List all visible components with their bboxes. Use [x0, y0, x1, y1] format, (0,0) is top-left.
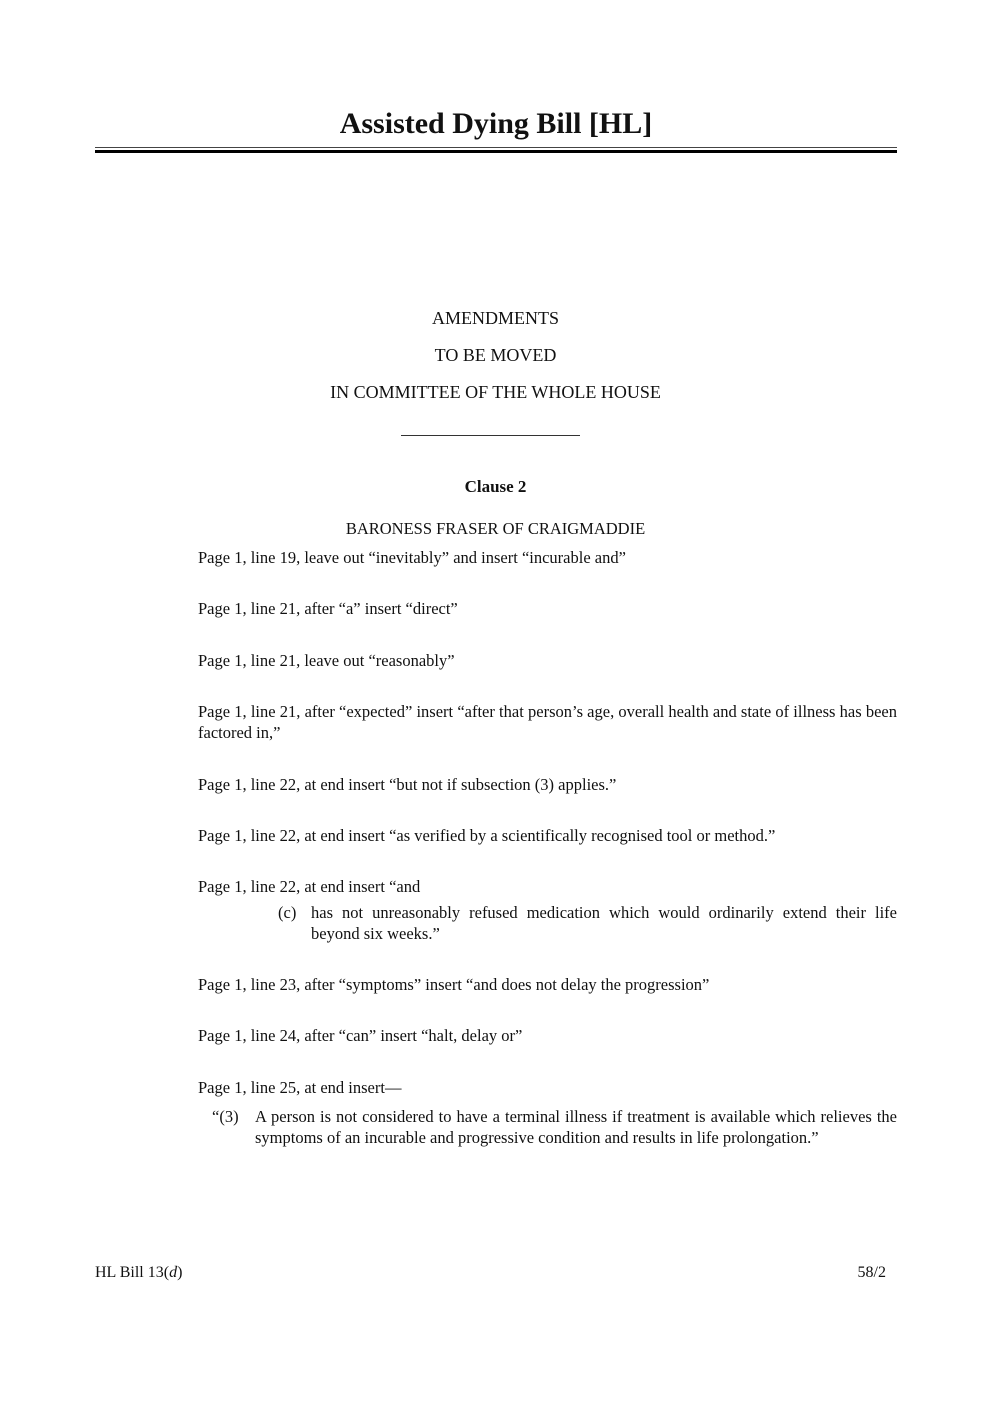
amendment-5: Page 1, line 22, at end insert “but not if subsection (3) applies.”: [198, 775, 617, 794]
subsection-text: A person is not considered to have a terminal illness if treatment is available which relieves the symptoms of an incurable and progressive condition and results in life prolongation.”: [255, 1107, 897, 1147]
amendment-6: Page 1, line 22, at end insert “as verified by a scientifically recognised tool or method.”: [198, 826, 776, 845]
member-name: BARONESS FRASER OF CRAIGMADDIE: [345, 519, 646, 538]
separator-rule: [401, 435, 580, 436]
clause-heading: Clause 2: [464, 477, 527, 496]
heading-amendments: AMENDMENTS: [431, 308, 559, 328]
amendment-4: Page 1, line 21, after “expected” insert “after that person’s age, overall health and state of illness has been factored in,”: [198, 702, 897, 742]
amendment-10-subsection: [212, 1106, 897, 1148]
heading-to-be-moved: TO BE MOVED: [434, 345, 557, 365]
amendment-7: Page 1, line 22, at end insert “and: [198, 877, 421, 896]
amendment-1: Page 1, line 19, leave out “inevitably” and insert “incurable and”: [198, 548, 626, 567]
title-rule-thin: [95, 147, 897, 148]
amendment-2: Page 1, line 21, after “a” insert “direct”: [198, 599, 458, 618]
page-reference: 58/2: [857, 1264, 886, 1281]
amendment-8: Page 1, line 23, after “symptoms” insert “and does not delay the progression”: [198, 975, 710, 994]
bill-title: Assisted Dying Bill [HL]: [339, 107, 653, 140]
bill-ref-prefix: HL Bill 13(: [95, 1264, 170, 1281]
bill-ref-suffix: ): [177, 1264, 183, 1281]
amendment-3: Page 1, line 21, leave out “reasonably”: [198, 651, 455, 670]
paragraph-text: has not unreasonably refused medication which would ordinarily extend their life beyond six weeks.”: [311, 903, 897, 943]
paragraph-number: (c): [278, 903, 297, 922]
heading-committee: IN COMMITTEE OF THE WHOLE HOUSE: [330, 382, 661, 402]
bill-reference: [95, 1263, 182, 1283]
subsection-number: “(3): [212, 1107, 239, 1126]
amendment-10: Page 1, line 25, at end insert—: [198, 1078, 402, 1097]
amendment-9: Page 1, line 24, after “can” insert “halt, delay or”: [198, 1026, 523, 1045]
bill-ref-letter: d: [169, 1264, 178, 1281]
amendment-7-paragraph: [278, 902, 897, 944]
title-rule-thick: [95, 150, 897, 153]
